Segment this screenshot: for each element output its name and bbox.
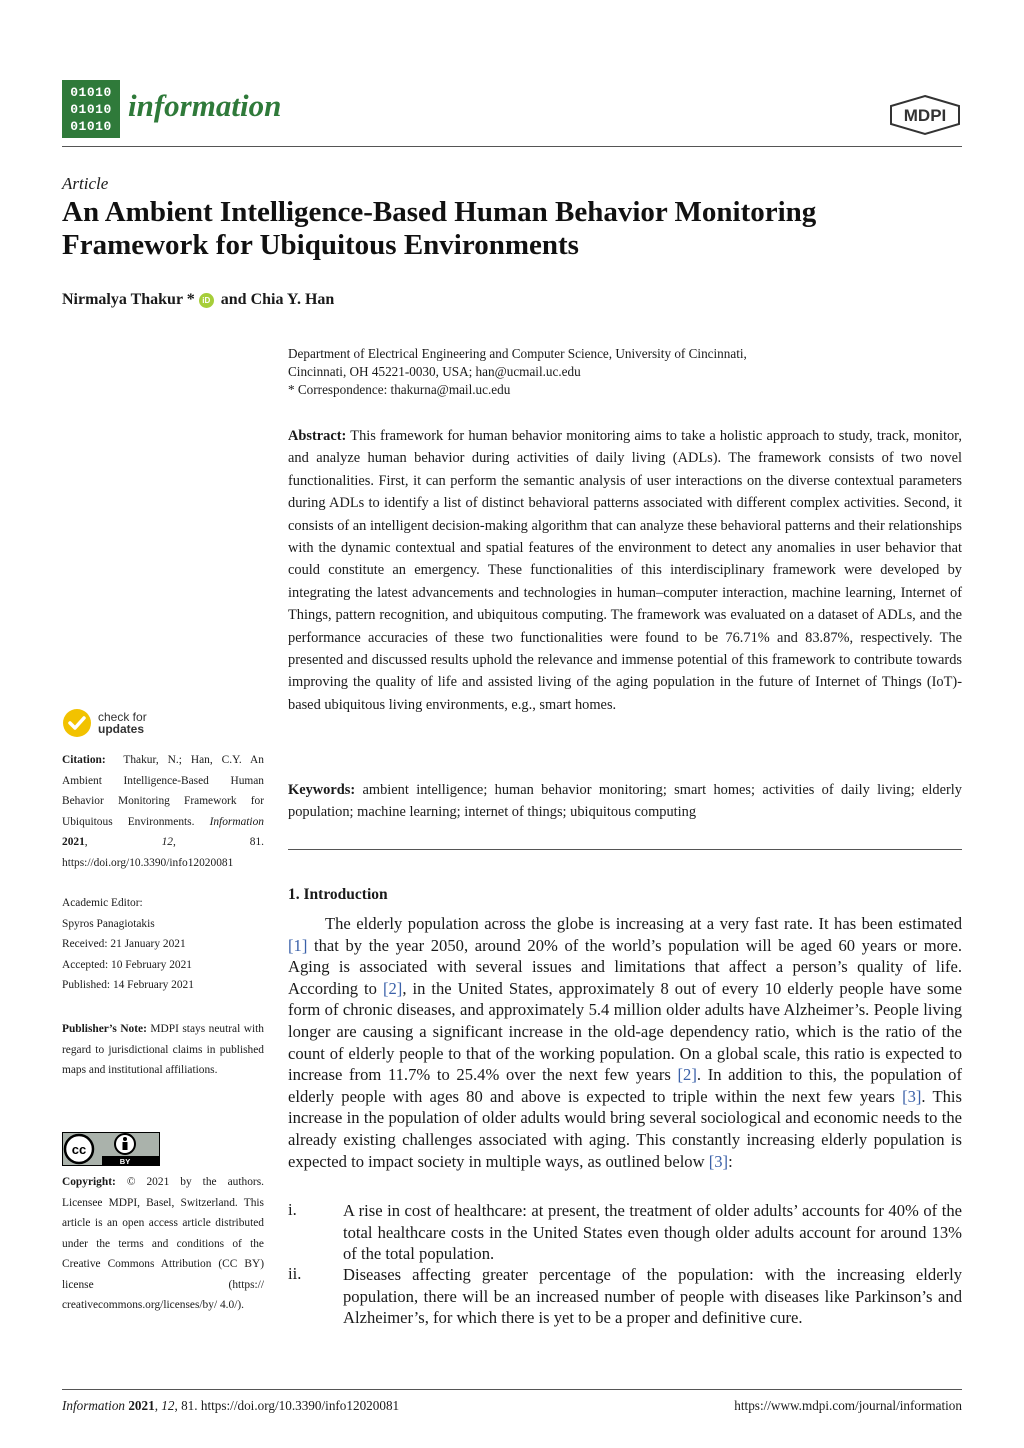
footer-journal-url[interactable]: https://www.mdpi.com/journal/information <box>734 1398 962 1413</box>
section-divider <box>288 849 962 850</box>
affiliation-line-1: Department of Electrical Engineering and Computer Science, University of Cincinnati, <box>288 346 747 361</box>
cc-by-license-icon[interactable] <box>62 1132 160 1166</box>
author-han[interactable]: and Chia Y. Han <box>220 291 335 308</box>
intro-text-5: . This increase in the population of older adults would bring several sociological and economic needs to the already existing challenges associated with aging. This constantly increasing elderly population is expected to impact society in multiple ways, as outlined below <box>288 1086 962 1171</box>
footer-year: 2021 <box>128 1398 155 1413</box>
citation-text: Thakur, N.; Han, C.Y. An Ambient Intelligence-Based Human Behavior Monitoring Framework for Ubiquitous Environments. <box>62 754 264 828</box>
copyright-label: Copyright: <box>62 1176 116 1188</box>
citation-doi[interactable]: , 81. https://doi.org/10.3390/info12020081 <box>62 836 264 869</box>
check-updates-icon <box>62 708 92 738</box>
check-updates-line2: updates <box>98 722 145 736</box>
list-item-1-number: i. <box>288 1200 297 1219</box>
reference-link-5[interactable]: [3] <box>708 1151 729 1171</box>
section-heading-introduction: 1. Introduction <box>288 886 388 903</box>
editor-label: Academic Editor: <box>62 897 143 909</box>
mdpi-logo-icon <box>889 94 961 136</box>
intro-text-2: that by the year 2050, around 20% of the world’s population will be aged 60 years or more. Aging is associated with several issues and limitations that affect a person’s quality of life. According to <box>288 935 962 998</box>
affiliation-line-2: Cincinnati, OH 45221-0030, USA; han@ucmail.uc.edu <box>288 364 581 379</box>
correspondence: * Correspondence: thakurna@mail.uc.edu <box>288 382 511 397</box>
logo-line-2: 01010 <box>70 101 112 117</box>
published-date: Published: 14 February 2021 <box>62 979 194 991</box>
intro-paragraph <box>288 913 962 1172</box>
reference-link-2[interactable]: [2] <box>382 978 403 998</box>
footer-doi-link[interactable]: , 81. https://doi.org/10.3390/info12020081 <box>174 1398 400 1413</box>
citation-block: Citation: Thakur, N.; Han, C.Y. An Ambient Intelligence-Based Human Behavior Monitoring Framework for Ubiquitous Environments. Information 2021, 12, 81. https://doi.org/10.3390/info12020081 <box>62 754 264 869</box>
publisher-note-label: Publisher’s Note: <box>62 1023 147 1035</box>
journal-name: information <box>128 88 282 123</box>
author-thakur[interactable]: Nirmalya Thakur * <box>62 291 195 308</box>
intro-text-1: The elderly population across the globe is increasing at a very fast rate. It has been estimated <box>325 914 962 933</box>
accepted-date: Accepted: 10 February 2021 <box>62 958 193 971</box>
citation-journal: Information <box>209 815 264 828</box>
copyright-block <box>62 1172 264 1316</box>
abstract <box>288 425 962 716</box>
received-date: Received: 21 January 2021 <box>62 938 186 950</box>
logo-line-3: 01010 <box>70 118 112 134</box>
citation-year: 2021 <box>62 836 85 848</box>
keywords <box>288 779 962 824</box>
publisher-note-text: MDPI stays neutral with regard to jurisdictional claims in published maps and institutional affiliations. <box>62 1023 265 1076</box>
cc-text: cc <box>71 1142 87 1157</box>
footer-citation: Information 2021, 12, 81. https://doi.org/10.3390/info12020081 <box>62 1398 400 1413</box>
reference-link-1[interactable]: [1] <box>288 935 308 955</box>
orcid-icon[interactable]: iD <box>199 293 214 308</box>
header-divider <box>62 146 962 147</box>
keywords-text: ambient intelligence; human behavior monitoring; smart homes; activities of daily living; elderly population; machine learning; internet of things; ubiquitous computing <box>288 782 962 821</box>
publisher-note <box>62 1019 264 1081</box>
intro-text-4: . In addition to this, the population of elderly people with ages 80 and above is expected to triple within the next few years <box>288 1065 963 1106</box>
copyright-text: © 2021 by the authors. Licensee MDPI, Basel, Switzerland. This article is an open access article distributed under the terms and conditions of the Creative Commons Attribution (CC BY) license (https:// creativecommons.org/licenses/by/ 4.0/). <box>62 1176 264 1311</box>
footer-volume: 12 <box>161 1398 175 1413</box>
mdpi-logo-text: MDPI <box>903 106 947 125</box>
editor-name: Spyros Panagiotakis <box>62 917 155 930</box>
check-updates-line1: check for <box>98 710 147 724</box>
journal-logo <box>62 80 120 138</box>
abstract-label: Abstract: <box>288 428 347 444</box>
article-type: Article <box>62 174 109 193</box>
keywords-label: Keywords: <box>288 782 356 798</box>
list-item-1: A rise in cost of healthcare: at present, the treatment of older adults’ accounts for 40% of the total healthcare costs in the United States even though older adults account for around 13% of the total population. <box>343 1201 962 1264</box>
footer-journal: Information <box>62 1398 126 1413</box>
editor-dates-block <box>62 893 264 996</box>
intro-text-3: , in the United States, approximately 8 out of every 10 elderly people have some form of chronic diseases, and approximately 5.4 million older adults have Alzheimer’s. People living longer are causing a significant increase in the old-age dependency ratio, which is the ratio of the count of elderly people to that of the working population. On a global scale, this ratio is expected to increase from 11.7% to 25.4% over the next few years <box>288 978 962 1085</box>
author-list <box>62 291 334 309</box>
list-item-2: Diseases affecting greater percentage of the population: with the increasing elderly population, there will be an increased number of people with diseases like Parkinson’s and Alzheimer’s, for which there is yet to be a proper and definitive cure. <box>343 1265 962 1328</box>
citation-label: Citation: <box>62 754 106 766</box>
intro-text-6: : <box>728 1151 733 1171</box>
logo-line-1: 01010 <box>70 84 112 100</box>
check-for-updates-button[interactable] <box>62 708 147 738</box>
list-item-2-number: ii. <box>288 1264 302 1283</box>
footer-divider <box>62 1389 962 1390</box>
article-title: An Ambient Intelligence-Based Human Behavior Monitoring Framework for Ubiquitous Environments <box>62 196 817 261</box>
reference-link-4[interactable]: [3] <box>902 1086 922 1106</box>
citation-volume: 12 <box>161 836 173 848</box>
abstract-text: This framework for human behavior monitoring aims to take a holistic approach to study, track, monitor, and analyze human behavior during activities of daily living (ADLs). The framework consists of two novel functionalities. First, it can perform the semantic analysis of user interactions on the diverse contextual parameters during ADLs to identify a list of distinct behavioral patterns associated with different complex activities. Second, it consists of an intelligent decision-making algorithm that can analyze these behavioral patterns and their relationships with the dynamic contextual and spatial features of the environment to detect any anomalies in user behavior that could constitute an emergency. These functionalities of this interdisciplinary framework were developed by integrating the latest advancements and technologies in human–computer interaction, machine learning, Internet of Things, pattern recognition, and ubiquitous computing. The framework was evaluated on a dataset of ADLs, and the performance accuracies of these two functionalities were found to be 76.71% and 83.87%, respectively. The presented and discussed results uphold the relevance and immense potential of this framework to contribute towards improving the quality of life and assisted living of the aging population in the future of Internet of Things (IoT)-based ubiquitous living environments, e.g., smart homes. <box>288 428 962 713</box>
reference-link-3[interactable]: [2] <box>677 1065 697 1085</box>
by-text: BY <box>119 1157 131 1166</box>
